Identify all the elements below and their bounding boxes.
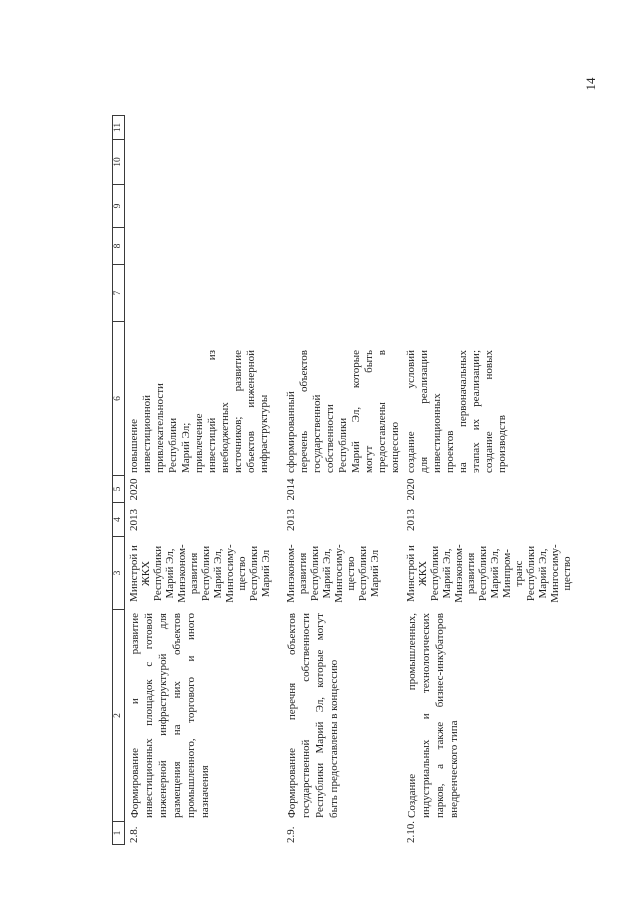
text-line: для реализации bbox=[418, 350, 430, 473]
text-line: инфраструктуры bbox=[258, 394, 270, 473]
column-number: 4 bbox=[113, 503, 124, 537]
text-line: Республики bbox=[309, 545, 321, 602]
text-line: щество bbox=[561, 556, 573, 591]
empty-cell bbox=[125, 185, 282, 228]
text-line: внебюджетных bbox=[219, 402, 231, 473]
text-line: Республики Марий Эл, которые могут bbox=[314, 613, 326, 818]
text-line: Минпром- bbox=[501, 549, 513, 598]
item-number: 2.8. bbox=[128, 826, 140, 843]
empty-cell bbox=[125, 265, 282, 322]
text-line: Марий Эл bbox=[260, 549, 272, 598]
text-line: на первоначальных bbox=[457, 350, 469, 473]
start-year: 2013 bbox=[285, 509, 297, 531]
text-line: Республики bbox=[200, 545, 212, 602]
text-line: Мингосиму- bbox=[549, 544, 561, 603]
text-line: развития bbox=[297, 552, 309, 595]
text-line: Марий Эл, которые bbox=[350, 350, 362, 473]
text-line: Минстрой и bbox=[405, 545, 417, 602]
table-row bbox=[402, 115, 573, 845]
text-line: Марий Эл; bbox=[180, 422, 192, 473]
text-line: повышение bbox=[128, 419, 140, 473]
text-line: предоставлены в bbox=[376, 350, 388, 473]
empty-cell bbox=[125, 115, 282, 140]
text-line: Формирование перечня объектов bbox=[286, 613, 298, 818]
text-line: Республики bbox=[477, 545, 489, 602]
text-line: источников; развитие bbox=[232, 350, 244, 473]
responsible-executors bbox=[402, 537, 573, 610]
text-line: инвестиций из bbox=[206, 350, 218, 473]
empty-cell bbox=[125, 140, 282, 185]
column-number: 6 bbox=[113, 322, 124, 476]
text-line: инвестиционных площадок с готовой bbox=[143, 613, 155, 818]
responsible-executors bbox=[282, 537, 402, 610]
column-number: 2 bbox=[113, 610, 124, 822]
table-row bbox=[282, 115, 402, 845]
text-line: привлечение bbox=[193, 413, 205, 473]
measure-description bbox=[282, 610, 402, 822]
text-line: государственной bbox=[311, 394, 323, 473]
text-line: Марий Эл bbox=[369, 549, 381, 598]
text-line: привлекательности bbox=[154, 383, 166, 473]
text-line: Республики bbox=[337, 417, 349, 473]
text-line: Марий Эл, bbox=[441, 548, 453, 599]
column-number: 5 bbox=[113, 476, 124, 503]
page-number: 14 bbox=[583, 77, 598, 91]
text-line: могут быть bbox=[363, 350, 375, 473]
text-line: Республики bbox=[167, 417, 179, 473]
empty-cell bbox=[282, 265, 402, 322]
text-line: индустриальных и технологических bbox=[420, 613, 432, 818]
start-year: 2013 bbox=[405, 509, 417, 531]
text-line: щество bbox=[236, 556, 248, 591]
text-line: сформированный bbox=[285, 391, 297, 473]
item-number: 2.10. bbox=[405, 821, 417, 843]
text-line: производств bbox=[496, 415, 508, 473]
empty-cell bbox=[282, 185, 402, 228]
text-line: инженерной инфраструктурой для bbox=[157, 613, 169, 818]
empty-cell bbox=[125, 228, 282, 265]
text-line: Формирование и развитие bbox=[129, 613, 141, 818]
column-number: 1 bbox=[113, 822, 124, 845]
text-line: развития bbox=[465, 552, 477, 595]
column-number: 8 bbox=[113, 228, 124, 265]
column-number: 3 bbox=[113, 537, 124, 610]
text-line: Республики bbox=[152, 545, 164, 602]
text-line: Создание промышленных, bbox=[406, 613, 418, 818]
text-line: концессию bbox=[389, 421, 401, 473]
text-line: назначения bbox=[199, 765, 211, 818]
text-line: парков, а также бизнес-инкубаторов bbox=[434, 613, 446, 818]
start-year: 2013 bbox=[128, 509, 140, 531]
text-line: ЖКХ bbox=[417, 560, 429, 587]
end-year: 2020 bbox=[128, 478, 140, 501]
column-number: 10 bbox=[113, 140, 124, 185]
expected-result bbox=[125, 322, 282, 476]
item-number: 2.9. bbox=[285, 826, 297, 843]
text-line: перечень объектов bbox=[298, 350, 310, 473]
text-line: ЖКХ bbox=[140, 560, 152, 587]
column-number: 11 bbox=[113, 115, 124, 140]
text-line: Минэконом- bbox=[453, 544, 465, 603]
column-number: 7 bbox=[113, 265, 124, 322]
measures-table bbox=[112, 115, 573, 845]
empty-cell bbox=[402, 228, 573, 265]
empty-cell bbox=[402, 140, 573, 185]
text-line: государственной собственности bbox=[300, 613, 312, 818]
text-line: Минэконом- bbox=[176, 544, 188, 603]
text-line: Марий Эл, bbox=[537, 548, 549, 599]
text-line: щество bbox=[345, 556, 357, 591]
text-line: Минстрой и bbox=[128, 545, 140, 602]
text-line: Мингосиму- bbox=[333, 544, 345, 603]
text-line: Мингосиму- bbox=[224, 544, 236, 603]
text-line: создание условий bbox=[405, 350, 417, 473]
text-line: собственности bbox=[324, 404, 336, 473]
text-line: размещения на них объектов bbox=[171, 613, 183, 818]
empty-cell bbox=[402, 265, 573, 322]
text-line: внедренческого типа bbox=[448, 720, 460, 818]
text-line: развития bbox=[188, 552, 200, 595]
text-line: Республики bbox=[525, 545, 537, 602]
text-line: Республики bbox=[357, 545, 369, 602]
text-line: этапах их реализации; bbox=[470, 350, 482, 473]
text-line: Республики bbox=[248, 545, 260, 602]
text-line: транс bbox=[513, 560, 525, 587]
column-number-header-row bbox=[112, 115, 125, 845]
measure-description bbox=[125, 610, 282, 822]
responsible-executors bbox=[125, 537, 282, 610]
text-line: создание новых bbox=[483, 350, 495, 473]
text-line: инвестиционных bbox=[431, 393, 443, 473]
empty-cell bbox=[402, 115, 573, 140]
column-number: 9 bbox=[113, 185, 124, 228]
expected-result bbox=[402, 322, 573, 476]
empty-cell bbox=[402, 185, 573, 228]
end-year: 2014 bbox=[285, 478, 297, 501]
text-line: Республики bbox=[429, 545, 441, 602]
end-year: 2020 bbox=[405, 478, 417, 501]
text-line: проектов bbox=[444, 430, 456, 473]
empty-cell bbox=[282, 228, 402, 265]
empty-cell bbox=[282, 115, 402, 140]
text-line: Марий Эл, bbox=[164, 548, 176, 599]
text-line: инвестиционной bbox=[141, 394, 153, 473]
text-line: быть предоставлены в концессию bbox=[328, 659, 340, 818]
table-row bbox=[125, 115, 282, 845]
expected-result bbox=[282, 322, 402, 476]
text-line: Марий Эл, bbox=[321, 548, 333, 599]
text-line: промышленного, торгового и иного bbox=[185, 613, 197, 818]
text-line: объектов инженерной bbox=[245, 350, 257, 473]
empty-cell bbox=[282, 140, 402, 185]
measure-description bbox=[402, 610, 573, 822]
text-line: Марий Эл, bbox=[489, 548, 501, 599]
text-line: Минэконом- bbox=[285, 544, 297, 603]
text-line: Марий Эл, bbox=[212, 548, 224, 599]
